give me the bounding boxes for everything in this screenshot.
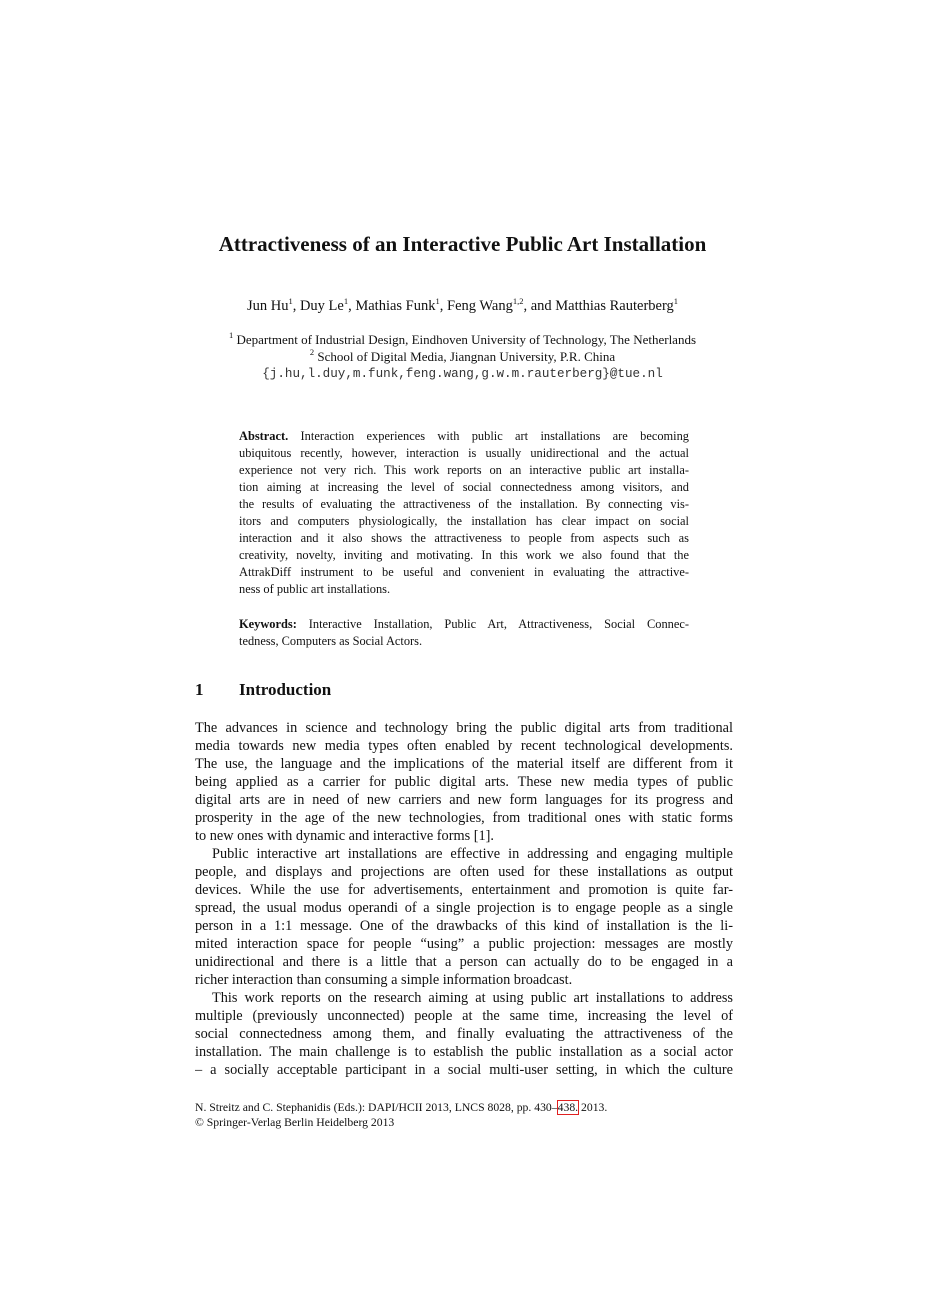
- author-name: Jun Hu: [246, 298, 289, 314]
- affiliation-1: [0, 330, 925, 348]
- paragraph-line: The advances in science and technology bring the public digital arts from traditional: [195, 720, 733, 736]
- citation-suffix: 2013.: [578, 1101, 608, 1114]
- author-separator: ,: [348, 298, 356, 314]
- section-number: 1: [195, 680, 204, 699]
- section-title: Introduction: [239, 680, 332, 699]
- affiliation-text: Department of Industrial Design, Eindhoven University of Technology, The Netherlands: [233, 332, 697, 347]
- abstract-line: [239, 496, 689, 513]
- citation-line: [195, 1100, 607, 1115]
- keywords-line: [239, 616, 689, 633]
- affiliation-2: [0, 347, 925, 365]
- author-name: Mathias Funk: [355, 298, 436, 314]
- keywords-label: Keywords:: [239, 617, 297, 631]
- affiliation-marker: 2: [309, 347, 315, 357]
- paragraph-line: people, and displays and projections are often used for these installations as output: [195, 864, 733, 880]
- author-name: Feng Wang: [447, 298, 513, 314]
- author-affiliation-marker: 1: [673, 296, 679, 306]
- abstract-line: [239, 428, 689, 445]
- paragraph: [195, 989, 733, 1079]
- email-line: [0, 365, 925, 381]
- paragraph-line: social connectedness among them, and finally evaluating the attractiveness of the: [195, 1026, 733, 1042]
- paragraph-line: prosperity in the age of the new technologies, from traditional ones with static forms: [195, 810, 733, 826]
- abstract-line: [239, 479, 689, 496]
- copyright-line: © Springer-Verlag Berlin Heidelberg 2013: [195, 1116, 395, 1129]
- citation-prefix: N. Streitz and C. Stephanidis (Eds.): DAPI/HCII 2013, LNCS 8028, pp. 430–: [195, 1101, 558, 1114]
- abstract-label: Abstract.: [239, 429, 289, 443]
- abstract-text: AttrakDiff instrument to be useful and convenient in evaluating the attractive-: [239, 565, 689, 579]
- author-affiliation-marker: 1,2: [512, 296, 524, 306]
- abstract: [239, 428, 689, 598]
- body-text: [195, 719, 733, 1079]
- abstract-text: tion aiming at increasing the level of social connectedness among visitors, and: [239, 480, 689, 494]
- paragraph-line: richer interaction than consuming a simple information broadcast.: [195, 972, 573, 988]
- paragraph-line: unidirectional and there is a little that a person can actually do to be engaged in a: [195, 954, 733, 970]
- author-affiliation-marker: 1: [343, 296, 349, 306]
- abstract-text: interaction and it also shows the attractiveness to people from aspects such as: [239, 531, 689, 545]
- author-affiliation-marker: 1: [435, 296, 440, 306]
- abstract-line: [239, 581, 689, 598]
- paragraph: [195, 719, 733, 845]
- abstract-text: the results of evaluating the attractiveness of the installation. By connecting vis-: [239, 497, 689, 511]
- paragraph-line: multiple (previously unconnected) people at the same time, increasing the level of: [195, 1008, 733, 1024]
- abstract-text: ubiquitous recently, however, interaction is usually unidirectional and the actual: [239, 446, 689, 460]
- abstract-text: creativity, novelty, inviting and motivating. In this work we also found that the: [239, 548, 689, 562]
- author-separator: ,: [292, 298, 300, 314]
- abstract-line: [239, 513, 689, 530]
- author-separator: ,: [439, 298, 447, 314]
- author-name: Duy Le: [299, 298, 344, 314]
- paragraph-line: This work reports on the research aiming at using public art installations to address: [212, 990, 733, 1006]
- abstract-line: [239, 564, 689, 581]
- paragraph-line: media towards new media types often enabled by recent technological developments.: [195, 738, 733, 754]
- abstract-line: [239, 445, 689, 462]
- author-affiliation-marker: 1: [288, 296, 293, 306]
- abstract-text: experience not very rich. This work reports on an interactive public art installa-: [239, 463, 689, 477]
- author-list: [0, 296, 925, 315]
- affiliation-text: School of Digital Media, Jiangnan University, P.R. China: [314, 349, 616, 364]
- keywords-text: Interactive Installation, Public Art, Attractiveness, Social Connec-: [296, 617, 689, 631]
- abstract-line: [239, 547, 689, 564]
- keywords-text: tedness, Computers as Social Actors.: [239, 634, 423, 648]
- paragraph-line: being applied as a carrier for public digital arts. These new media types of public: [195, 774, 733, 790]
- footer: [195, 1100, 607, 1130]
- keywords: [239, 616, 689, 650]
- author-name: Matthias Rauterberg: [555, 298, 674, 314]
- paragraph-line: devices. While the use for advertisements, entertainment and promotion is quite far-: [195, 882, 733, 898]
- paper-title: Attractiveness of an Interactive Public Art Installation: [218, 232, 707, 256]
- author-separator: , and: [523, 298, 556, 314]
- affiliation-marker: 1: [228, 330, 234, 340]
- abstract-text: Interaction experiences with public art installations are becoming: [288, 429, 689, 443]
- paragraph-line: – a socially acceptable participant in a social multi-user setting, in which the culture: [195, 1062, 733, 1078]
- paragraph-line: The use, the language and the implications of the material itself are different from it: [195, 756, 733, 772]
- abstract-text: itors and computers physiologically, the installation has clear impact on social: [239, 514, 689, 528]
- section-heading: [195, 680, 331, 700]
- abstract-line: [239, 530, 689, 547]
- citation-page-link[interactable]: 438.: [557, 1101, 579, 1114]
- author-emails: {j.hu,l.duy,m.funk,feng.wang,g.w.m.rauterberg}@tue.nl: [262, 367, 663, 381]
- paragraph-line: spread, the usual modus operandi of a single projection is to engage people as a single: [195, 900, 733, 916]
- keywords-line: [239, 633, 689, 650]
- paragraph-line: mited interaction space for people “using” a public projection: messages are mostly: [195, 936, 733, 952]
- paragraph-line: person in a 1:1 message. One of the drawbacks of this kind of installation is the li-: [195, 918, 733, 934]
- paragraph: [195, 845, 733, 989]
- paragraph-line: to new ones with dynamic and interactive forms [1].: [195, 828, 494, 844]
- paragraph-line: installation. The main challenge is to establish the public installation as a social actor: [195, 1044, 733, 1060]
- abstract-line: [239, 462, 689, 479]
- paragraph-line: digital arts are in need of new carriers and new form languages for its progress and: [195, 792, 733, 808]
- abstract-text: ness of public art installations.: [239, 582, 391, 596]
- paragraph-line: Public interactive art installations are effective in addressing and engaging multiple: [212, 846, 733, 862]
